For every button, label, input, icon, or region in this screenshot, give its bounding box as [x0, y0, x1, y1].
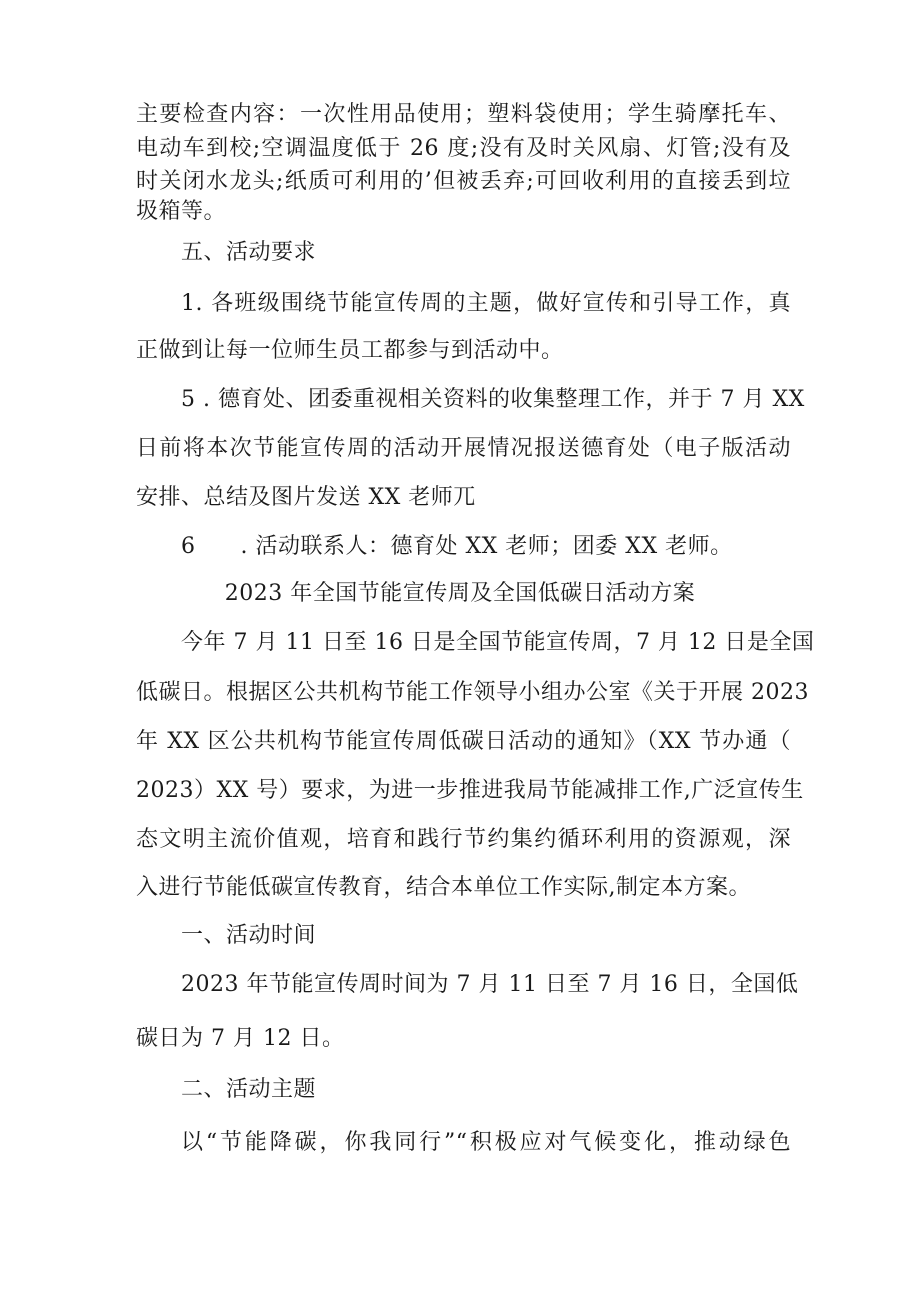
text-line-21: 碳日为 7 月 12 日。 [136, 1026, 345, 1051]
section-heading-requirements: 五、活动要求 [181, 240, 317, 265]
text-line-11: 6 . 活动联系人：德育处 XX 老师；团委 XX 老师。 [181, 534, 733, 559]
text-line-7: 正做到让每一位师生员工都参与到活动中。 [136, 338, 564, 363]
text-line-20: 2023 年节能宣传周时间为 7 月 11 日至 7 月 16 日，全国低 [181, 972, 799, 997]
text-line-2: 电动车到校;空调温度低于 26 度;没有及时关风扇、灯管;没有及 [136, 136, 791, 161]
text-line-1: 主要检查内容：一次性用品使用；塑料袋使用；学生骑摩托车、 [136, 102, 791, 127]
text-line-4: 圾箱等。 [136, 199, 227, 224]
text-line-14: 低碳日。根据区公共机构节能工作领导小组办公室《关于开展 2023 [136, 680, 809, 705]
text-line-18: 入进行节能低碳宣传教育，结合本单位工作实际,制定本方案。 [136, 875, 751, 900]
text-line-9: 日前将本次节能宣传周的活动开展情况报送德育处（电子版活动 [136, 436, 791, 461]
text-line-15: 年 XX 区公共机构节能宣传周低碳日活动的通知》（XX 节办通（ [136, 729, 791, 754]
text-line-17: 态文明主流价值观，培育和践行节约集约循环利用的资源观，深 [136, 827, 791, 852]
text-line-23: 以“节能降碳，你我同行”“积极应对气候变化，推动绿色 [181, 1130, 791, 1155]
text-line-16: 2023）XX 号）要求，为进一步推进我局节能减排工作,广泛宣传生 [136, 778, 804, 803]
section-heading-time: 一、活动时间 [181, 923, 317, 948]
text-line-8: 5 . 德育处、团委重视相关资料的收集整理工作，并于 7 月 XX [181, 387, 805, 412]
text-line-10: 安排、总结及图片发送 XX 老师兀 [136, 485, 476, 510]
section-heading-theme: 二、活动主题 [181, 1077, 317, 1102]
text-line-13: 今年 7 月 11 日至 16 日是全国节能宣传周，7 月 12 日是全国 [181, 630, 815, 655]
text-line-6: 1. 各班级围绕节能宣传周的主题，做好宣传和引导工作，真 [181, 291, 791, 316]
document-title: 2023 年全国节能宣传周及全国低碳日活动方案 [224, 581, 696, 606]
text-line-3: 时关闭水龙头;纸质可利用的’但被丢弃;可回收利用的直接丢到垃 [136, 169, 791, 194]
